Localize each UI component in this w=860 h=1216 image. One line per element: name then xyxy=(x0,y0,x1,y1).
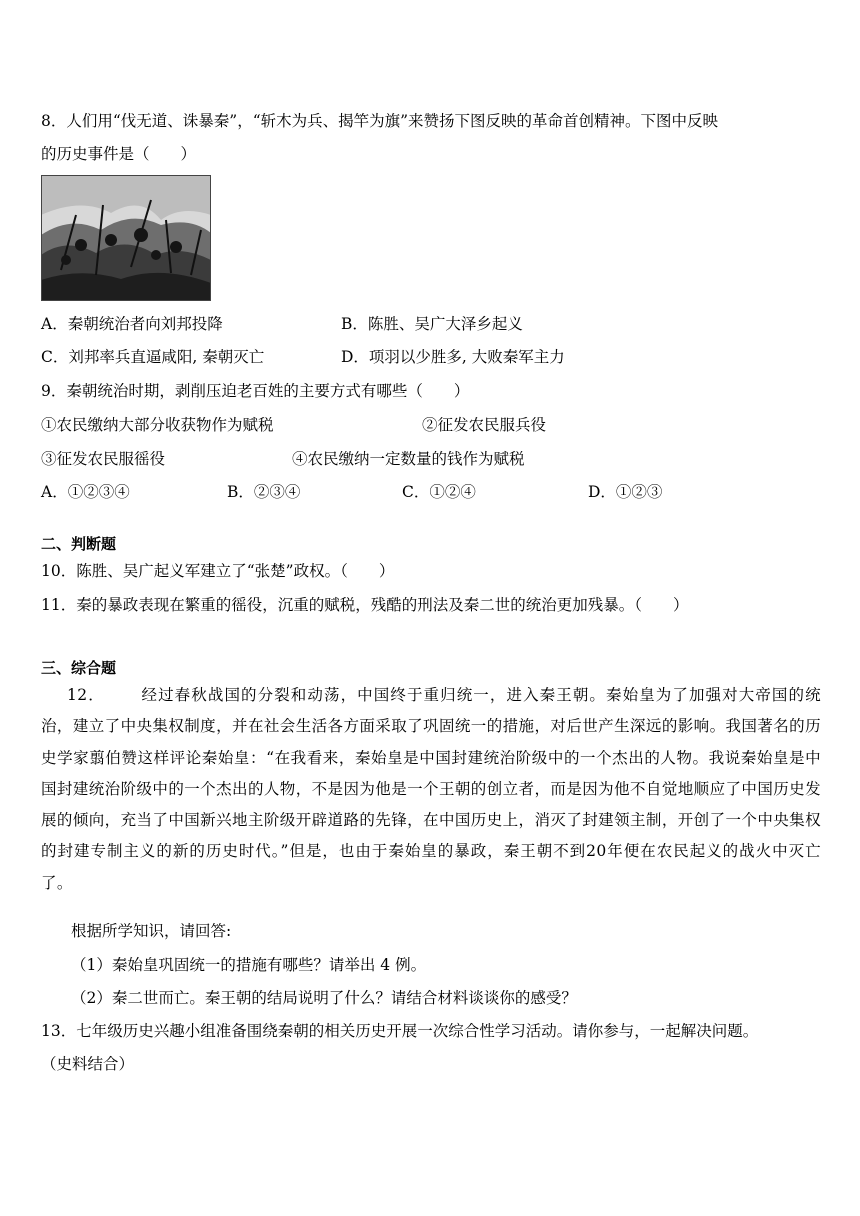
q13-line1: 13．七年级历史兴趣小组准备围绕秦朝的相关历史开展一次综合性学习活动。请你参与，一起解决问题。 xyxy=(41,1022,759,1040)
q12-material xyxy=(41,680,821,899)
q8-option-a: A．秦朝统治者向刘邦投降 xyxy=(41,315,223,333)
q9-item-3: ③征发农民服徭役 xyxy=(41,450,166,468)
q9-option-a: A．①②③④ xyxy=(41,483,130,501)
q11-statement: 11．秦的暴政表现在繁重的徭役，沉重的赋税，残酷的刑法及秦二世的统治更加残暴。（ ） xyxy=(41,596,689,614)
q9-item-4: ④农民缴纳一定数量的钱作为赋税 xyxy=(292,450,525,468)
section-2-title: 二、判断题 xyxy=(41,535,117,553)
q9-option-c: C．①②④ xyxy=(402,483,476,501)
q9-stem: 9．秦朝统治时期，剥削压迫老百姓的主要方式有哪些（ ） xyxy=(41,382,470,400)
q9-item-1: ①农民缴纳大部分收获物作为赋税 xyxy=(41,416,274,434)
q12-sub1: （1）秦始皇巩固统一的措施有哪些？请举出 4 例。 xyxy=(71,956,427,974)
q12-sub2: （2）秦二世而亡。秦王朝的结局说明了什么？请结合材料谈谈你的感受？ xyxy=(71,989,577,1007)
q8-option-d: D．项羽以少胜多, 大败秦军主力 xyxy=(341,348,565,366)
q13-line2: （史料结合） xyxy=(41,1055,135,1073)
q8-stem-line1: 8．人们用“伐无道、诛暴秦”，“斩木为兵、揭竿为旗”来赞扬下图反映的革命首创精神。下图中反映 xyxy=(41,112,719,130)
q12-number: 12． xyxy=(67,686,105,704)
q8-stem-line2: 的历史事件是（ ） xyxy=(41,145,197,163)
q9-item-2: ②征发农民服兵役 xyxy=(422,416,547,434)
uprising-illustration xyxy=(41,175,211,301)
q10-statement: 10．陈胜、吴广起义军建立了“张楚”政权。（ ） xyxy=(41,562,395,580)
section-3-title: 三、综合题 xyxy=(41,659,117,677)
q9-option-b: B．②③④ xyxy=(227,483,301,501)
q12-prompt: 根据所学知识，请回答: xyxy=(71,922,232,940)
q8-option-c: C．刘邦率兵直逼咸阳, 秦朝灭亡 xyxy=(41,348,265,366)
q8-option-b: B．陈胜、吴广大泽乡起义 xyxy=(341,315,523,333)
q12-material-text: 经过春秋战国的分裂和动荡，中国终于重归统一，进入秦王朝。秦始皇为了加强对大帝国的统治，建立了中央集权制度，并在社会生活各方面采取了巩固统一的措施，对后世产生深远的影响。我国著名的历史学家翦伯赞这样评论秦始皇：“在我看来，秦始皇是中国封建统治阶级中的一个杰出的人物。我说秦始皇是中国封建统治阶级中的一个杰出的人物，不是因为他是一个王朝的创立者，而是因为他不自觉地顺应了中国历史发展的倾向，充当了中国新兴地主阶级开辟道路的先锋，在中国历史上，消灭了封建领主制，开创了一个中央集权的封建专制主义的新的历史时代。”但是，也由于秦始皇的暴政，秦王朝不到20年便在农民起义的战火中灭亡了。 xyxy=(41,686,821,892)
q9-option-d: D．①②③ xyxy=(588,483,663,501)
